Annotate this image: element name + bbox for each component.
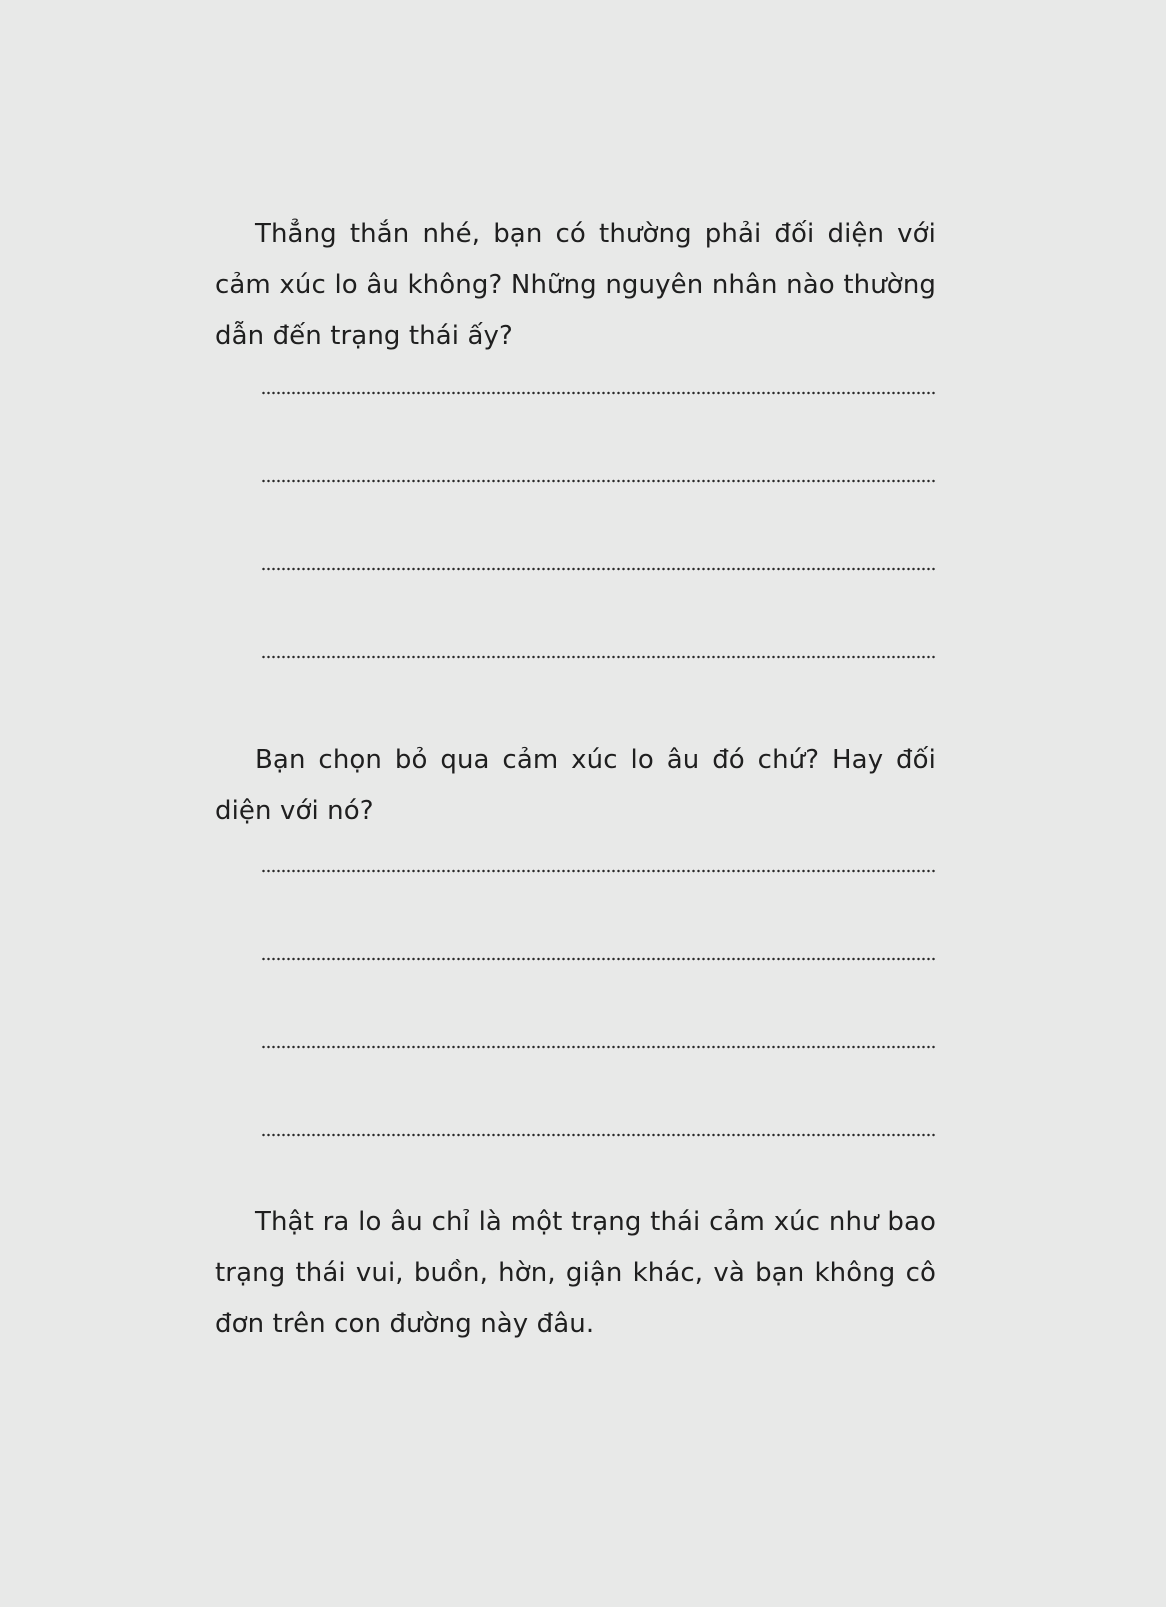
answer-line[interactable] <box>261 391 936 395</box>
question-1: Thẳng thắn nhé, bạn có thường phải đối diện với cảm xúc lo âu không? Những nguyên nhân nào thường dẫn đến trạng thái ấy? <box>215 219 936 351</box>
answer-line[interactable] <box>261 957 936 961</box>
worksheet-page <box>215 0 936 1607</box>
answer-line[interactable] <box>261 1133 936 1137</box>
answer-line[interactable] <box>261 567 936 571</box>
closing-paragraph: Thật ra lo âu chỉ là một trạng thái cảm xúc như bao trạng thái vui, buồn, hờn, giận khác, và bạn không cô đơn trên con đường này đâu. <box>215 1207 936 1339</box>
answer-line[interactable] <box>261 655 936 659</box>
answer-line[interactable] <box>261 479 936 483</box>
question-2: Bạn chọn bỏ qua cảm xúc lo âu đó chứ? Hay đối diện với nó? <box>215 745 936 826</box>
answer-line[interactable] <box>261 1045 936 1049</box>
answer-line[interactable] <box>261 869 936 873</box>
